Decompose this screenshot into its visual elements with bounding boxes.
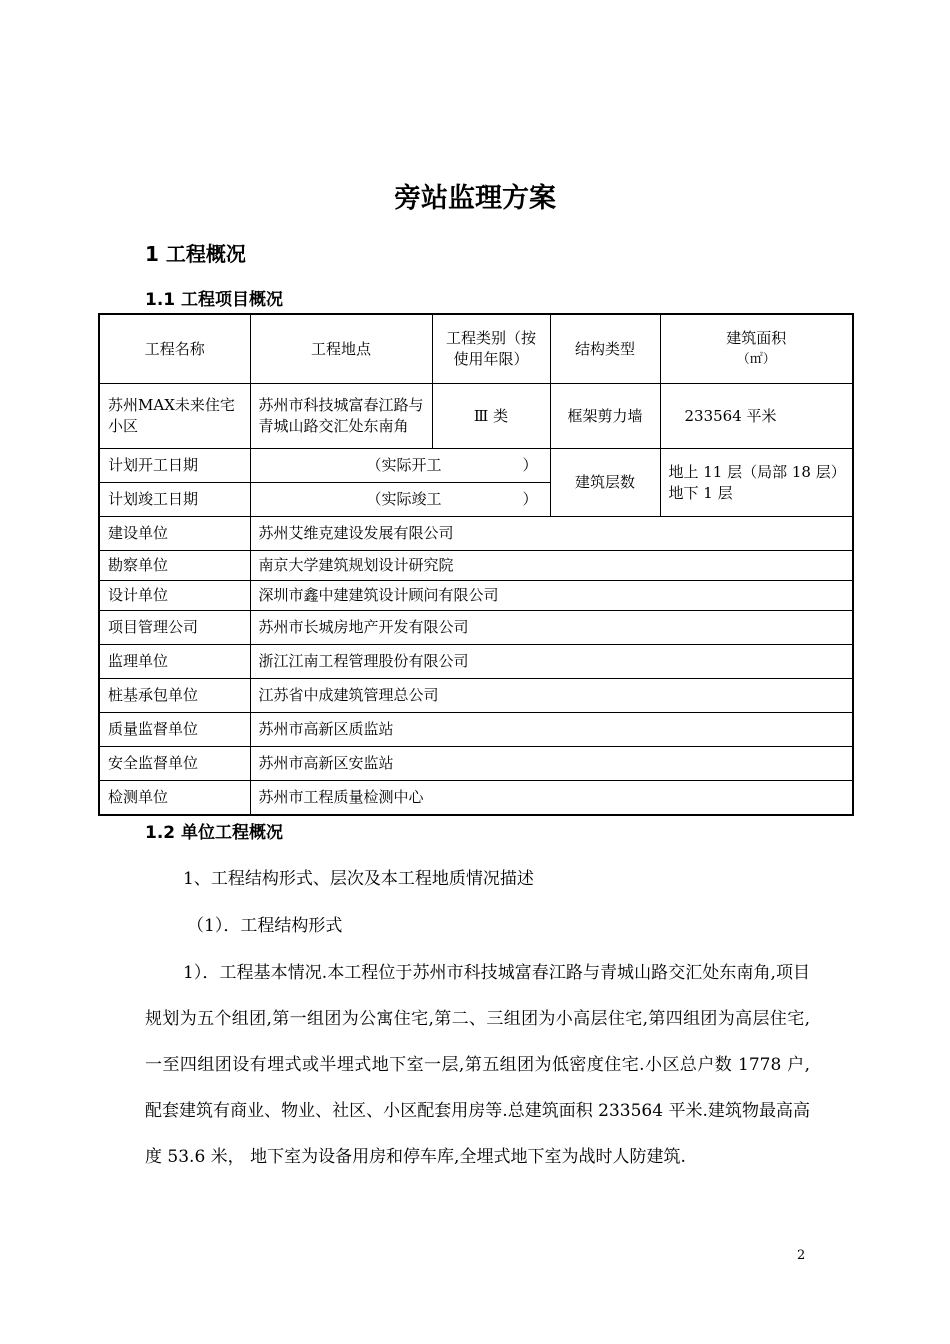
floors-above: 地上 11 层（局部 18 层） — [668, 462, 846, 481]
unit-label: 质量监督单位 — [99, 713, 250, 747]
floors-below: 地下 1 层 — [668, 483, 733, 502]
table-header-row — [99, 314, 853, 384]
start-date-row — [99, 449, 853, 483]
unit-row — [99, 713, 853, 747]
unit-value: 苏州市高新区质监站 — [250, 713, 853, 747]
unit-value: 深圳市鑫中建建筑设计顾问有限公司 — [250, 581, 853, 611]
unit-row — [99, 581, 853, 611]
unit-value: 苏州市长城房地产开发有限公司 — [250, 611, 853, 645]
document-title: 旁站监理方案 — [394, 183, 556, 214]
unit-label: 设计单位 — [99, 581, 250, 611]
header-area — [660, 314, 853, 384]
header-location: 工程地点 — [250, 314, 432, 384]
header-structure: 结构类型 — [550, 314, 660, 384]
unit-value: 浙江江南工程管理股份有限公司 — [250, 645, 853, 679]
body-paragraph-1: 1、工程结构形式、层次及本工程地质情况描述 — [183, 869, 534, 889]
start-actual-close: ） — [522, 456, 538, 474]
body-paragraph-2: （1）．工程结构形式 — [187, 916, 343, 936]
unit-row — [99, 781, 853, 816]
page-number: 2 — [797, 1248, 806, 1263]
unit-label: 项目管理公司 — [99, 611, 250, 645]
unit-value: 苏州市高新区安监站 — [250, 747, 853, 781]
unit-label: 建设单位 — [99, 517, 250, 551]
floors-value — [660, 449, 853, 517]
start-date-label: 计划开工日期 — [99, 449, 250, 483]
body-paragraph-3: 1）．工程基本情况.本工程位于苏州市科技城富春江路与青城山路交汇处东南角,项目规划为五个组团,第一组团为公寓住宅,第二、三组团为小高层住宅,第四组团为高层住宅,一至四组团设有埋式或半埋式地下室一层,第五组团为低密度住宅.小区总户数 1778 户,配套建筑有商业、物业、社区、小区配套用房等.总建筑面积 233564 平米.建筑物最高高度 53.6 米， 地下室为设备用房和停车库,全埋式地下室为战时人防建筑. — [145, 963, 810, 1167]
unit-row — [99, 645, 853, 679]
project-overview-table — [98, 313, 854, 816]
header-category: 工程类别（按使用年限） — [432, 314, 550, 384]
unit-row — [99, 551, 853, 581]
unit-row — [99, 679, 853, 713]
end-actual-text: （实际竣工 — [366, 490, 442, 508]
end-actual-close: ） — [522, 490, 538, 508]
header-name: 工程名称 — [99, 314, 250, 384]
project-name: 苏州MAX未来住宅小区 — [99, 384, 250, 449]
start-date-value — [250, 449, 550, 483]
unit-row — [99, 611, 853, 645]
project-location: 苏州市科技城富春江路与青城山路交汇处东南角 — [250, 384, 432, 449]
unit-label: 勘察单位 — [99, 551, 250, 581]
unit-label: 桩基承包单位 — [99, 679, 250, 713]
section-heading-overview: 1 工程概况 — [145, 242, 246, 266]
unit-label: 监理单位 — [99, 645, 250, 679]
subsection-heading-unit: 1.2 单位工程概况 — [145, 823, 284, 843]
project-category: Ⅲ 类 — [432, 384, 550, 449]
end-date-label: 计划竣工日期 — [99, 483, 250, 517]
header-area-unit: （㎡） — [736, 352, 776, 367]
end-date-value — [250, 483, 550, 517]
floors-label: 建筑层数 — [550, 449, 660, 517]
unit-value: 南京大学建筑规划设计研究院 — [250, 551, 853, 581]
unit-label: 检测单位 — [99, 781, 250, 816]
start-actual-text: （实际开工 — [366, 456, 442, 474]
unit-value: 江苏省中成建筑管理总公司 — [250, 679, 853, 713]
unit-row — [99, 517, 853, 551]
unit-value: 苏州艾维克建设发展有限公司 — [250, 517, 853, 551]
subsection-heading-project: 1.1 工程项目概况 — [145, 290, 284, 310]
project-structure: 框架剪力墙 — [550, 384, 660, 449]
unit-value: 苏州市工程质量检测中心 — [250, 781, 853, 816]
project-area: 233564 平米 — [660, 384, 853, 449]
unit-row — [99, 747, 853, 781]
header-area-label: 建筑面积 — [726, 329, 787, 347]
unit-label: 安全监督单位 — [99, 747, 250, 781]
project-row — [99, 384, 853, 449]
